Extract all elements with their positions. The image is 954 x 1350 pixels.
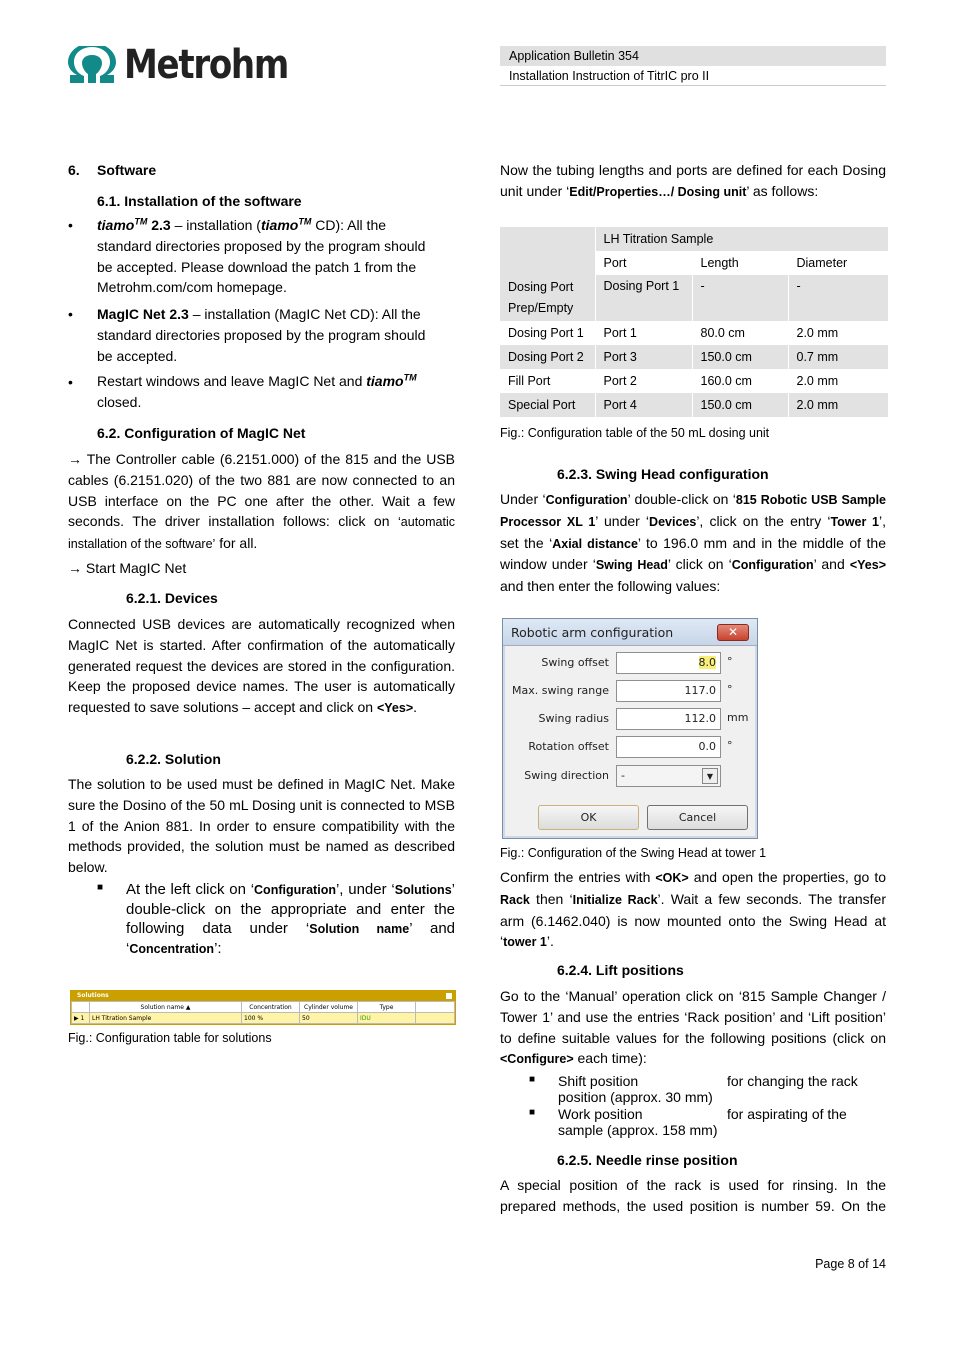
paragraph-rinse: A special position of the rack is used for rinsing. In the prepared methods, the used position is number 59. On the bbox=[500, 1177, 886, 1214]
text-run: ’ and bbox=[813, 556, 850, 573]
text-run: then ‘ bbox=[529, 890, 573, 907]
bullet-magic bbox=[97, 304, 442, 366]
text-run: Configuration bbox=[545, 493, 628, 507]
field-unit: ° bbox=[727, 655, 733, 668]
text-run: Devices bbox=[649, 514, 697, 529]
text-run: ’. Wait a few seconds. The transfer arm (6.1462.040) is now mounted onto the Swing Head at ‘ bbox=[500, 890, 886, 950]
text-run: ’: bbox=[214, 940, 222, 957]
robotic-arm-dialog bbox=[502, 618, 758, 839]
paragraph-cables bbox=[68, 449, 455, 555]
text-run: TM bbox=[298, 216, 312, 227]
text-run: Tower 1 bbox=[830, 514, 879, 529]
lift-item bbox=[558, 1106, 718, 1138]
text-run: Solutions bbox=[394, 883, 452, 897]
subsection-title: 6.2.5. Needle rinse position bbox=[557, 1152, 738, 1168]
text-run: → The Controller cable (6.2151.000) of the 815 and the USB cables (6.2151.020) of the two 881 are now connected to an USB interface on the PC one after the other. Wait a few seconds. The driver installation follows: click on bbox=[68, 451, 455, 530]
field-label: Swing offset bbox=[541, 656, 609, 669]
subsection-title: 6.2.1. Devices bbox=[126, 590, 218, 606]
text-run: ’ to 196.0 mm and in the middle of the window under ‘ bbox=[500, 534, 887, 573]
text-run: TM bbox=[403, 372, 417, 383]
text-run: tower 1 bbox=[503, 935, 547, 950]
square-bullet-icon: ■ bbox=[529, 1107, 536, 1118]
text-run: tiamo bbox=[366, 373, 404, 389]
cell: Port 3 bbox=[595, 345, 692, 369]
column-header[interactable]: Solution name ▲ bbox=[90, 1002, 242, 1013]
bulletin-number: Application Bulletin 354 bbox=[500, 46, 886, 66]
text-run: Rack bbox=[500, 892, 530, 907]
cell-type[interactable]: IDU bbox=[358, 1013, 416, 1024]
cancel-button[interactable]: Cancel bbox=[647, 805, 748, 830]
text-run: Concentration bbox=[129, 942, 215, 956]
text-run: ’, set the ‘ bbox=[500, 512, 886, 551]
subsection-title: 6.2.2. Solution bbox=[126, 751, 221, 767]
swing-radius-input[interactable]: 112.0 bbox=[616, 708, 721, 730]
cell-volume[interactable]: 50 bbox=[300, 1013, 358, 1024]
row-index: 1 bbox=[80, 1014, 85, 1022]
figure-caption: Fig.: Configuration table of the 50 mL dosing unit bbox=[500, 426, 770, 440]
cell: Port 1 bbox=[595, 321, 692, 345]
text-run: Edit/Properties…/ Dosing unit bbox=[569, 184, 747, 199]
text-run: <OK> bbox=[655, 871, 689, 885]
text-run: closed. bbox=[97, 393, 142, 410]
column-header: Port bbox=[595, 251, 692, 275]
text-run: tiamo bbox=[260, 217, 299, 233]
chevron-down-icon[interactable]: ▼ bbox=[702, 768, 718, 784]
omega-icon bbox=[68, 46, 116, 84]
lift-name: Work position bbox=[558, 1106, 643, 1122]
logo-text: Metrohm bbox=[124, 42, 288, 88]
lift-detail: position (approx. 30 mm) bbox=[558, 1089, 713, 1105]
text-run: <Configure> bbox=[500, 1052, 574, 1067]
text-run: Now the tubing lengths and ports are defined for each Dosing unit under ‘ bbox=[500, 162, 886, 199]
subsection-title: 6.2. Configuration of MagIC Net bbox=[97, 425, 306, 441]
subsection-title: 6.1. Installation of the software bbox=[97, 193, 302, 209]
text-run: Confirm the entries with bbox=[500, 869, 656, 885]
field-unit: ° bbox=[727, 739, 733, 752]
metrohm-logo bbox=[68, 42, 317, 88]
lift-item bbox=[558, 1073, 713, 1105]
paragraph-tubing bbox=[500, 160, 886, 203]
field-value: 8.0 bbox=[698, 656, 716, 669]
document-header bbox=[500, 46, 886, 86]
swing-offset-input[interactable] bbox=[616, 652, 721, 674]
bullet-tiamo bbox=[97, 215, 437, 298]
subsection-title: 6.2.3. Swing Head configuration bbox=[557, 466, 769, 482]
page-number: Page 8 of 14 bbox=[815, 1257, 886, 1271]
text-run: ’ under ‘ bbox=[595, 512, 650, 529]
field-label: Max. swing range bbox=[512, 684, 609, 697]
cell: Port 2 bbox=[595, 369, 692, 393]
text-run: Axial distance bbox=[552, 536, 638, 551]
table-row bbox=[500, 369, 889, 393]
text-run: each time): bbox=[573, 1050, 647, 1067]
field-label: Rotation offset bbox=[528, 740, 609, 753]
cell-name[interactable]: LH Titration Sample bbox=[90, 1013, 242, 1024]
cell: 150.0 cm bbox=[692, 345, 788, 369]
column-header: Length bbox=[692, 251, 788, 275]
solutions-table bbox=[70, 990, 456, 1025]
column-header: Diameter bbox=[788, 251, 889, 275]
group-header: LH Titration Sample bbox=[595, 227, 889, 251]
lift-name: Shift position bbox=[558, 1073, 639, 1089]
text-run: tiamo bbox=[97, 217, 135, 233]
cell: Dosing Port Prep/Empty bbox=[500, 275, 595, 321]
table-row[interactable] bbox=[72, 1013, 455, 1024]
paragraph-solution: The solution to be used must be defined in MagIC Net. Make sure the Dosino of the 50 mL Dosing unit is connected to MSB 1 of the Anion 881. In order to ensure compatibility with the methods provided, the solution must be named as described below. bbox=[68, 776, 455, 876]
field-unit: mm bbox=[727, 711, 749, 724]
lift-desc: for changing the rack bbox=[727, 1073, 858, 1089]
cell: 80.0 cm bbox=[692, 321, 788, 345]
text-run: <Yes> bbox=[376, 701, 414, 716]
paragraph-devices bbox=[68, 614, 455, 719]
text-run: 815 Robotic USB Sample Processor XL 1 bbox=[500, 493, 886, 529]
solutions-title: Solutions bbox=[77, 992, 109, 999]
bullet-icon: • bbox=[68, 374, 73, 390]
column-header[interactable]: Cylinder volume bbox=[300, 1002, 358, 1013]
text-run: ’, under ‘ bbox=[335, 881, 395, 898]
field-unit: ° bbox=[727, 683, 733, 696]
cell: 150.0 cm bbox=[692, 393, 788, 417]
table-row bbox=[500, 393, 889, 417]
swing-direction-select[interactable] bbox=[616, 765, 721, 787]
document-subtitle: Installation Instruction of TitrIC pro II bbox=[500, 66, 886, 86]
dosing-config-table bbox=[500, 227, 889, 417]
paragraph-lift bbox=[500, 986, 886, 1070]
cell: Dosing Port 1 bbox=[595, 275, 692, 321]
table-row bbox=[500, 345, 889, 369]
text-run: Solution name bbox=[309, 922, 410, 936]
text-run: and then enter the following values: bbox=[500, 578, 721, 595]
text-run: ’, click on the entry ‘ bbox=[696, 512, 831, 529]
cell: Special Port bbox=[500, 393, 595, 417]
figure-caption: Fig.: Configuration table for solutions bbox=[68, 1031, 272, 1045]
cell: 2.0 mm bbox=[788, 369, 889, 393]
text-run: Connected USB devices are automatically recognized when MagIC Net is started. After confirmation of the automatically generated request the devices are stored in the configuration. Keep the proposed device names. The user is automatically requested to save solutions – accept and click on bbox=[68, 616, 455, 716]
maximize-icon[interactable] bbox=[446, 993, 452, 999]
cell: 0.7 mm bbox=[788, 345, 889, 369]
close-icon[interactable]: ✕ bbox=[717, 624, 749, 641]
text-run: Restart windows and leave MagIC Net and bbox=[97, 373, 367, 389]
row-pointer-icon: ▶ bbox=[74, 1014, 79, 1022]
table-row bbox=[500, 275, 889, 321]
cell: 160.0 cm bbox=[692, 369, 788, 393]
text-run: for all. bbox=[215, 535, 258, 552]
square-bullet-icon: ■ bbox=[529, 1074, 536, 1085]
dialog-title: Robotic arm configuration bbox=[511, 625, 674, 640]
paragraph-confirm bbox=[500, 867, 886, 953]
text-run: 2.3 bbox=[147, 217, 171, 233]
text-run: – installation (MagIC Net CD): All the standard directories proposed by the program should be accepted. bbox=[97, 306, 426, 364]
text-run: MagIC Net 2.3 bbox=[97, 306, 189, 322]
section-title: Software bbox=[97, 162, 157, 178]
text-run: Go to the ‘Manual’ operation click on ‘815 Sample Changer / Tower 1’ and use the entries ‘Rack position’ and ‘Lift position’ to define suitable values for the following positions (click on bbox=[500, 988, 886, 1046]
start-magic: → Start MagIC Net bbox=[68, 560, 187, 576]
cell: - bbox=[692, 275, 788, 321]
text-run: Configuration bbox=[731, 558, 814, 573]
cell: Dosing Port 1 bbox=[500, 321, 595, 345]
column-header[interactable]: Type bbox=[358, 1002, 416, 1013]
lift-desc: for aspirating of the bbox=[727, 1106, 847, 1122]
bullet-restart bbox=[97, 371, 442, 413]
bullet-solutions bbox=[126, 880, 455, 959]
column-header[interactable]: Concentration bbox=[242, 1002, 300, 1013]
ok-button[interactable]: OK bbox=[538, 805, 639, 830]
cell: 2.0 mm bbox=[788, 393, 889, 417]
text-run: ’ as follows: bbox=[746, 182, 819, 199]
bullet-icon: • bbox=[68, 306, 73, 322]
rotation-offset-input[interactable]: 0.0 bbox=[616, 736, 721, 758]
cell: - bbox=[788, 275, 889, 321]
cell: Dosing Port 2 bbox=[500, 345, 595, 369]
paragraph-swing bbox=[500, 489, 886, 597]
text-run: ’ double-click on the appropriate and enter the following data under ‘ bbox=[126, 881, 455, 937]
select-value: - bbox=[621, 769, 625, 782]
text-run: . bbox=[413, 699, 418, 716]
text-run: ’ double-click on ‘ bbox=[627, 491, 736, 507]
figure-caption: Fig.: Configuration of the Swing Head at tower 1 bbox=[500, 846, 767, 860]
text-run: Configuration bbox=[254, 883, 336, 897]
text-run: ’ click on ‘ bbox=[667, 556, 732, 573]
text-run: ‘automatic installation of the software’ bbox=[68, 515, 455, 552]
text-run: TM bbox=[134, 216, 148, 227]
text-run: Initialize Rack bbox=[572, 892, 658, 907]
text-run: At the left click on ‘ bbox=[126, 881, 255, 898]
text-run: ’ and ‘ bbox=[126, 920, 455, 957]
cell: 2.0 mm bbox=[788, 321, 889, 345]
text-run: ’. bbox=[546, 933, 554, 950]
text-run: Under ‘ bbox=[500, 491, 546, 507]
text-run: CD): All the standard directories proposed by the program should be accepted. Please download the patch 1 from the Metrohm.com/com homepage. bbox=[97, 217, 426, 296]
field-label: Swing radius bbox=[538, 712, 609, 725]
subsection-title: 6.2.4. Lift positions bbox=[557, 962, 684, 978]
table-row bbox=[500, 321, 889, 345]
bullet-icon: • bbox=[68, 217, 73, 233]
field-label: Swing direction bbox=[524, 769, 609, 782]
text-run: Swing Head bbox=[595, 558, 668, 573]
max-swing-range-input[interactable]: 117.0 bbox=[616, 680, 721, 702]
lift-detail: sample (approx. 158 mm) bbox=[558, 1122, 718, 1138]
text-run: – installation ( bbox=[170, 217, 261, 233]
text-run: and open the properties, go to bbox=[688, 869, 886, 885]
section-number: 6. bbox=[68, 162, 80, 178]
text-run: <Yes> bbox=[849, 558, 886, 573]
cell-concentration[interactable]: 100 % bbox=[242, 1013, 300, 1024]
cell: Port 4 bbox=[595, 393, 692, 417]
square-bullet-icon: ■ bbox=[97, 882, 104, 893]
cell: Fill Port bbox=[500, 369, 595, 393]
